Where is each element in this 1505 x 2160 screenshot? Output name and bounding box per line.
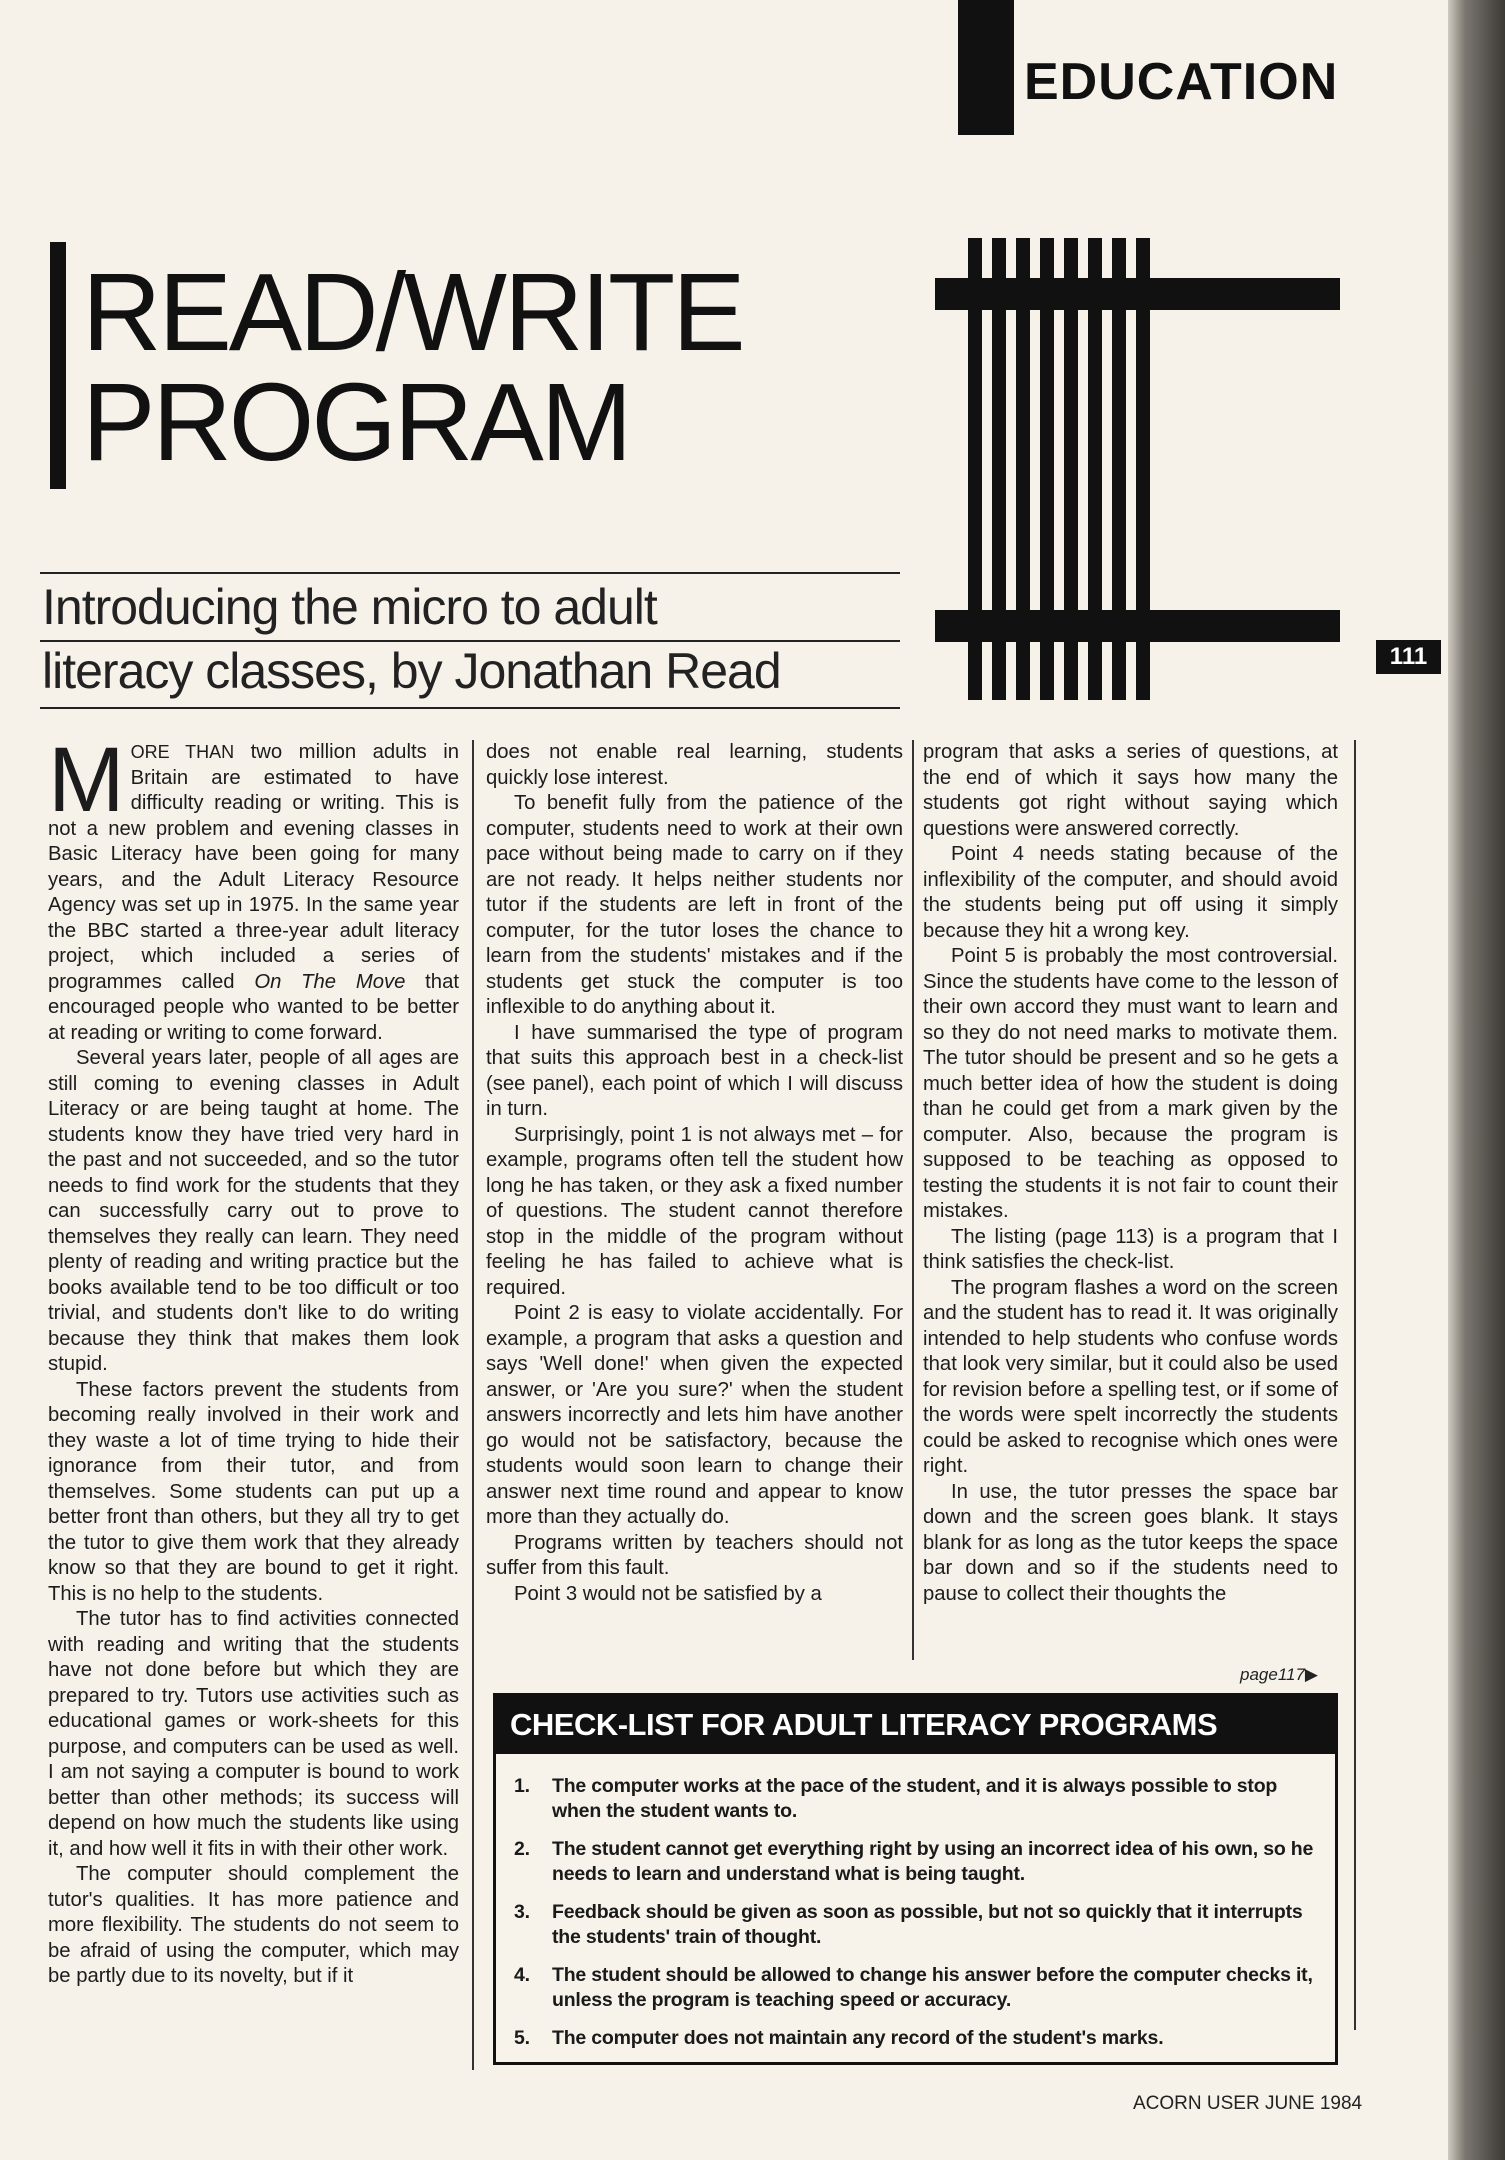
paragraph: Point 2 is easy to violate accidentally. For example, a program that asks a question and says 'Well done!' when given the expected answer, or 'Are you sure?' when the student answers incorrectly and lets him have another go would not be satisfactory, because the students would soon learn to change their answer next time round and appear to know more than they actually do. xyxy=(486,1302,903,1528)
list-item: 5. The computer does not maintain any record of the student's marks. xyxy=(514,2027,1164,2049)
section-marker-bar xyxy=(958,0,1014,135)
paragraph: The listing (page 113) is a program that I think satisfies the check-list. xyxy=(923,1225,1338,1273)
paragraph: In use, the tutor presses the space bar down and the screen goes blank. It stays blank for as long as the tutor keeps the space bar down and so if the students need to pause to collect their thoughts the xyxy=(923,1480,1338,1605)
subtitle-line-2: literacy classes, by Jonathan Read xyxy=(42,643,781,699)
list-item: 3. Feedback should be given as soon as possible, but not so quickly that it interrupts the students' train of thought. xyxy=(514,1901,1303,1948)
list-item: 2. The student cannot get everything right by using an incorrect idea of his own, so he needs to learn and understand what is being taught. xyxy=(514,1838,1314,1885)
column-divider xyxy=(1354,740,1356,2030)
paragraph: To benefit fully from the patience of the computer, students need to work at their own pace without being made to carry on if they are not ready. It helps neither students nor tutor if the students are left in front of the computer, for the tutor loses the chance to learn from the students' mistakes and if the students get stuck the computer is too inflexible to do anything about it. xyxy=(486,792,903,1018)
paragraph: The computer should complement the tutor's qualities. It has more patience and more flexibility. The students do not seem to be afraid of using the computer, which may be partly due to its novelty, but if it xyxy=(48,1863,459,1987)
paragraph: does not enable real learning, students quickly lose interest. xyxy=(486,741,903,789)
title-line-1: READ/WRITE xyxy=(82,251,743,374)
paragraph: MORE THAN two million adults in Britain are estimated to have difficulty reading or writing. This is not a new problem and evening classes in Basic Literacy have been going for many years, and the Adult Literacy Resource Agency was set up in 1975. In the same year the BBC started a three-year adult literacy project, which included a series of programmes called On The Move that encouraged people who wanted to be better at reading or writing to come forward. xyxy=(48,729,460,1044)
page-number: 111 xyxy=(1376,640,1441,674)
page-edge-shadow xyxy=(1448,0,1505,2160)
subtitle-rule-top xyxy=(40,572,900,574)
title-accent-bar xyxy=(50,242,66,489)
paragraph: Surprisingly, point 1 is not always met – for example, programs often tell the student how long he has taken, or they ask a fixed number of questions. The student cannot therefore stop in the middle of the program without feeling he has failed to achieve what is required. xyxy=(486,1123,903,1299)
subtitle-line-1: Introducing the micro to adult xyxy=(42,579,657,635)
list-item: 1. The computer works at the pace of the student, and it is always possible to stop when the student wants to. xyxy=(514,1775,1278,1822)
article-column-1 xyxy=(48,729,460,1990)
checklist-title: CHECK-LIST FOR ADULT LITERACY PROGRAMS xyxy=(496,1696,1335,1754)
article-title xyxy=(82,251,743,484)
grid-graphic xyxy=(935,238,1340,700)
paragraph: Point 4 needs stating because of the inflexibility of the computer, and should avoid the students being put off using it simply because they hit a wrong key. xyxy=(923,843,1338,942)
paragraph: Several years later, people of all ages are still coming to evening classes in Adult Literacy or are being taught at home. The students know they have tried very hard in the past and not succeeded, and so the tutor needs to find work for the students that they can successfully carry out to prove to themselves they really can learn. They need plenty of reading and writing practice but the books available tend to be too difficult or too trivial, and students don't like to do writing because they think that makes them look stupid. xyxy=(48,1047,459,1375)
paragraph: I have summarised the type of program that suits this approach best in a check-list (see panel), each point of which I will discuss in turn. xyxy=(486,1021,903,1120)
paragraph: The program flashes a word on the screen and the student has to read it. It was originally intended to help students who confuse words that look very similar, but it could also be used for revision before a spelling test, or if some of the words were spelt incorrectly the students could be asked to recognise which ones were right. xyxy=(923,1276,1338,1477)
continued-on-page: page117▶ xyxy=(1240,1665,1318,1684)
list-item: 4. The student should be allowed to change his answer before the computer checks it, unless the program is teaching speed or accuracy. xyxy=(514,1964,1313,2011)
subtitle-rule-bottom xyxy=(40,707,900,709)
page-footer: ACORN USER JUNE 1984 xyxy=(1133,2093,1363,2114)
column-divider xyxy=(912,740,914,1660)
paragraph: The tutor has to find activities connected with reading and writing that the students have not done before but which they are prepared to try. Tutors use activities such as educational games or work-sheets for this purpose, and computers can be used as well. I am not saying a computer is bound to work better than other methods; its success will depend on how much the students like using it, and how well it fits in with their other work. xyxy=(48,1608,459,1860)
paragraph: program that asks a series of questions, at the end of which it says how many the students got right without saying which questions were answered correctly. xyxy=(923,741,1338,840)
title-line-2: PROGRAM xyxy=(82,361,630,484)
paragraph: Programs written by teachers should not suffer from this fault. xyxy=(486,1531,903,1579)
column-divider xyxy=(472,740,474,2070)
paragraph: These factors prevent the students from becoming really involved in their work and they waste a lot of time trying to hide their ignorance from their tutor, and from themselves. Some students can put up a better front than others, but they all try to get the tutor to give them work that they already know so that they are bound to get it right. This is no help to the students. xyxy=(48,1378,459,1605)
drop-cap: M xyxy=(48,729,125,831)
paragraph: Point 3 would not be satisfied by a xyxy=(514,1582,822,1605)
paragraph: Point 5 is probably the most controversial. Since the students have come to the lesson of their own accord they must want to learn and so they do not need marks to motivate them. The tutor should be present and so he gets a much better idea of how the student is doing than he could get from a mark given by the computer. Also, because the program is supposed to be teaching as opposed to testing the students it is not fair to count their mistakes. xyxy=(923,945,1338,1222)
article-column-2 xyxy=(486,740,903,1607)
article-column-3 xyxy=(923,740,1338,1607)
checklist-items xyxy=(496,1754,1335,2051)
section-label: EDUCATION xyxy=(1024,53,1339,111)
checklist-panel xyxy=(493,1693,1338,2065)
